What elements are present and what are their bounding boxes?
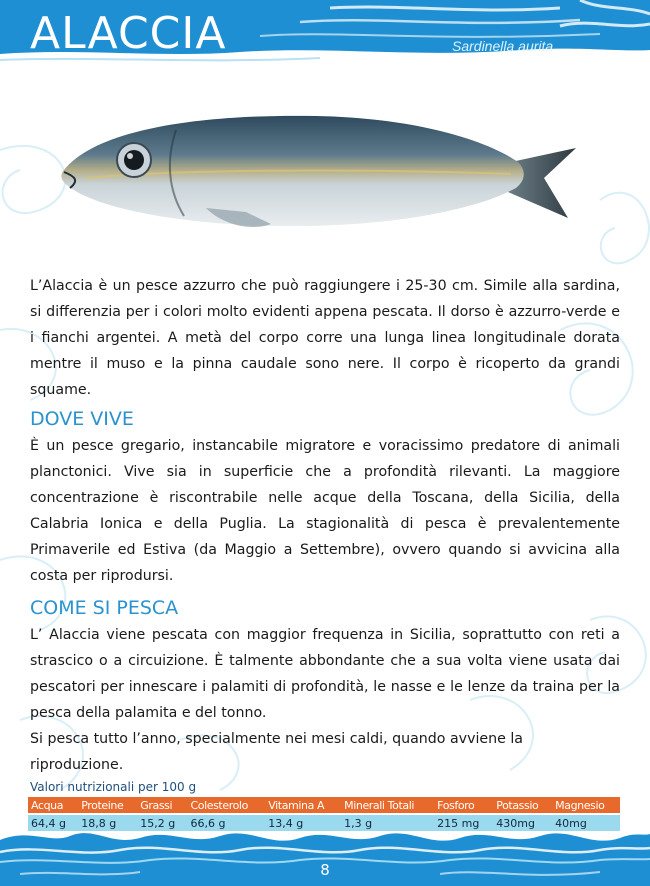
nutrition-value-cell: 1,3 g [341, 814, 434, 831]
nutrition-title: Valori nutrizionali per 100 g [30, 780, 197, 794]
nutrition-header-cell: Colesterolo [187, 797, 265, 814]
come-si-pesca-paragraph-1: L’ Alaccia viene pescata con maggior frequenza in Sicilia, soprattutto con reti a strascico o a circuizione. È talmente abbondante che a sua volta viene usata dai pescatori per innescare i palamiti di profondità, le nasse e le lenze da traina per la pesca della palamita e del tonno. [30, 627, 620, 721]
fish-photo [56, 100, 586, 250]
nutrition-value-cell: 15,2 g [137, 814, 187, 831]
section-text-come-si-pesca [30, 622, 620, 778]
page-number: 8 [320, 861, 330, 879]
nutrition-value-cell: 66,6 g [187, 814, 265, 831]
nutrition-header-cell: Magnesio [552, 797, 620, 814]
intro-paragraph: L’Alaccia è un pesce azzurro che può raggiungere i 25-30 cm. Simile alla sardina, si differenzia per i colori molto evidenti appena pescata. Il dorso è azzurro-verde e i fianchi argentei. A metà del corpo corre una lunga linea longitudinale dorata mentre il muso e la pinna caudale sono nere. Il corpo è ricoperto da grandi squame. [30, 278, 620, 398]
nutrition-header-cell: Potassio [493, 797, 552, 814]
nutrition-value-cell: 430mg [493, 814, 552, 831]
come-si-pesca-paragraph-2: Si pesca tutto l’anno, specialmente nei mesi caldi, quando avviene la riproduzione. [30, 731, 524, 773]
nutrition-header-cell: Grassi [137, 797, 187, 814]
nutrition-value-cell: 215 mg [434, 814, 493, 831]
header-banner [0, 0, 650, 70]
section-text-dove-vive: È un pesce gregario, instancabile migratore e voracissimo predatore di animali planctonici. Vive sia in superficie che a profondità rilevanti. La maggiore concentrazione è riscontrabile nelle acque della Toscana, della Sicilia, della Calabria Ionica e della Puglia. La stagionalità di pesca è prevalentemente Primaverile ed Estiva (da Maggio a Settembre), ovvero quando si avvicina alla costa per riprodursi. [30, 438, 620, 584]
nutrition-header-cell: Minerali Totali [341, 797, 434, 814]
scientific-name: Sardinella aurita [452, 38, 554, 54]
nutrition-header-cell: Vitamina A [265, 797, 341, 814]
nutrition-header-cell: Proteine [78, 797, 137, 814]
nutrition-header-cell: Acqua [28, 797, 78, 814]
section-heading-come-si-pesca: COME SI PESCA [30, 597, 179, 619]
page-title: ALACCIA [30, 8, 227, 59]
nutrition-value-cell: 13,4 g [265, 814, 341, 831]
section-heading-dove-vive: DOVE VIVE [30, 408, 134, 430]
nutrition-value-cell: 40mg [552, 814, 620, 831]
nutrition-header-row [28, 797, 620, 814]
nutrition-value-cell: 18,8 g [78, 814, 137, 831]
nutrition-header-cell: Fosforo [434, 797, 493, 814]
nutrition-value-cell: 64,4 g [28, 814, 78, 831]
